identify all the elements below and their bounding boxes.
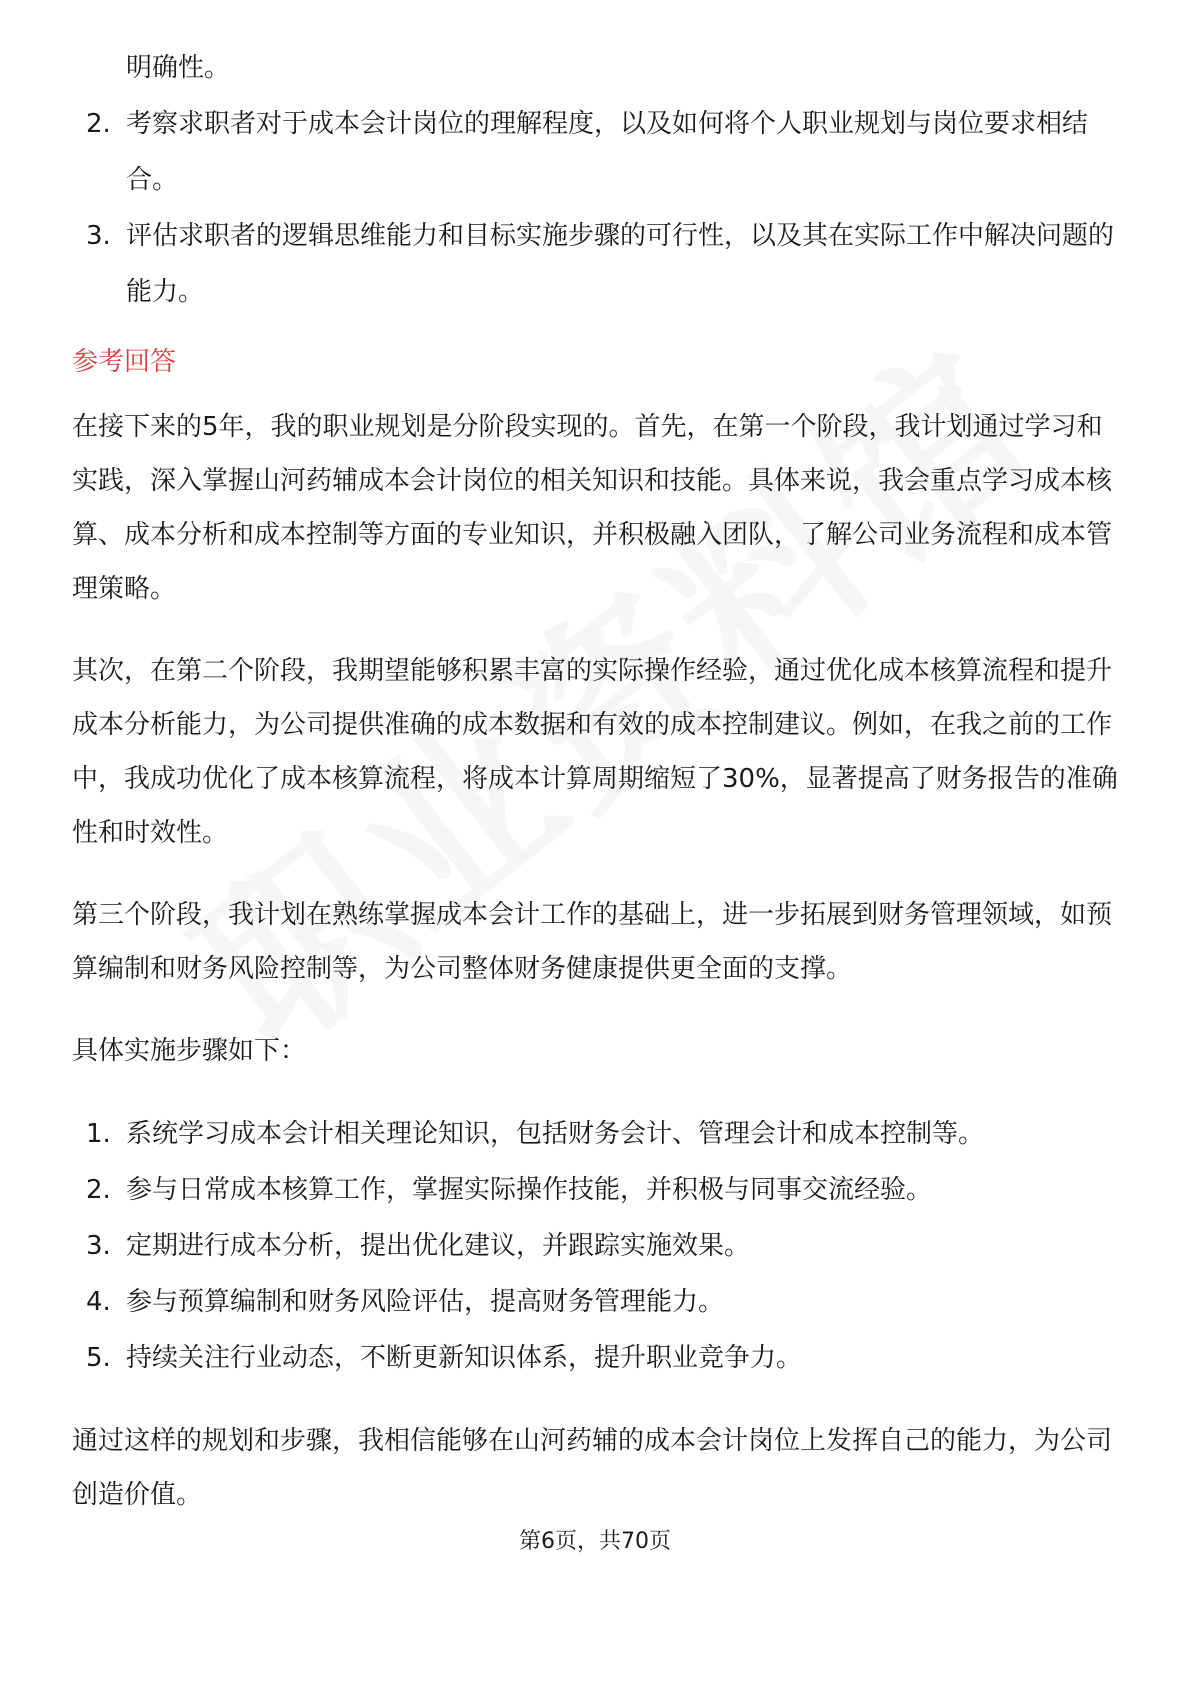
list-item-text: 考察求职者对于成本会计岗位的理解程度，以及如何将个人职业规划与岗位要求相结合。 bbox=[126, 109, 1089, 195]
list-item-number: 4. bbox=[86, 1287, 111, 1317]
section-title-reference-answer: 参考回答 bbox=[72, 347, 177, 377]
list-item-text: 参与日常成本核算工作，掌握实际操作技能，并积极与同事交流经验。 bbox=[126, 1175, 933, 1205]
list-item bbox=[72, 1218, 1122, 1274]
list-item bbox=[72, 96, 1122, 208]
list-item-text: 评估求职者的逻辑思维能力和目标实施步骤的可行性，以及其在实际工作中解决问题的能力。 bbox=[126, 221, 1115, 307]
page-number-footer: 第6页，共70页 bbox=[519, 1529, 671, 1554]
list-item-text: 持续关注行业动态，不断更新知识体系，提升职业竞争力。 bbox=[126, 1343, 803, 1373]
closing-paragraph: 通过这样的规划和步骤，我相信能够在山河药辅的成本会计岗位上发挥自己的能力，为公司创造价值。 bbox=[72, 1426, 1113, 1510]
list-item-text: 明确性。 bbox=[126, 53, 231, 83]
implementation-steps-list bbox=[72, 1106, 1122, 1386]
paragraph: 第三个阶段，我计划在熟练掌握成本会计工作的基础上，进一步拓展到财务管理领域，如预算编制和财务风险控制等，为公司整体财务健康提供更全面的支撑。 bbox=[72, 900, 1113, 984]
list-item-number: 1. bbox=[86, 1119, 111, 1149]
list-item-number: 3. bbox=[86, 221, 111, 251]
list-item bbox=[72, 1162, 1122, 1218]
paragraph: 在接下来的5年，我的职业规划是分阶段实现的。首先，在第一个阶段，我计划通过学习和实践，深入掌握山河药辅成本会计岗位的相关知识和技能。具体来说，我会重点学习成本核算、成本分析和成本控制等方面的专业知识，并积极融入团队，了解公司业务流程和成本管理策略。 bbox=[72, 412, 1113, 604]
list-item-text: 系统学习成本会计相关理论知识，包括财务会计、管理会计和成本控制等。 bbox=[126, 1119, 985, 1149]
list-item bbox=[72, 1330, 1122, 1386]
list-item bbox=[72, 1274, 1122, 1330]
list-item-number: 5. bbox=[86, 1343, 111, 1373]
list-item-number: 2. bbox=[86, 1175, 111, 1205]
paragraph: 具体实施步骤如下： bbox=[72, 1036, 307, 1066]
list-item-text: 参与预算编制和财务风险评估，提高财务管理能力。 bbox=[126, 1287, 725, 1317]
page-content bbox=[72, 40, 1122, 1550]
list-item bbox=[72, 1106, 1122, 1162]
paragraph: 其次，在第二个阶段，我期望能够积累丰富的实际操作经验，通过优化成本核算流程和提升成本分析能力，为公司提供准确的成本数据和有效的成本控制建议。例如，在我之前的工作中，我成功优化了成本核算流程，将成本计算周期缩短了30%，显著提高了财务报告的准确性和时效性。 bbox=[72, 656, 1118, 848]
list-item-text: 定期进行成本分析，提出优化建议，并跟踪实施效果。 bbox=[126, 1231, 751, 1261]
list-item bbox=[72, 40, 1122, 96]
list-item-number: 2. bbox=[86, 109, 111, 139]
evaluation-list-continued bbox=[72, 40, 1122, 320]
list-item-number: 3. bbox=[86, 1231, 111, 1261]
list-item bbox=[72, 208, 1122, 320]
